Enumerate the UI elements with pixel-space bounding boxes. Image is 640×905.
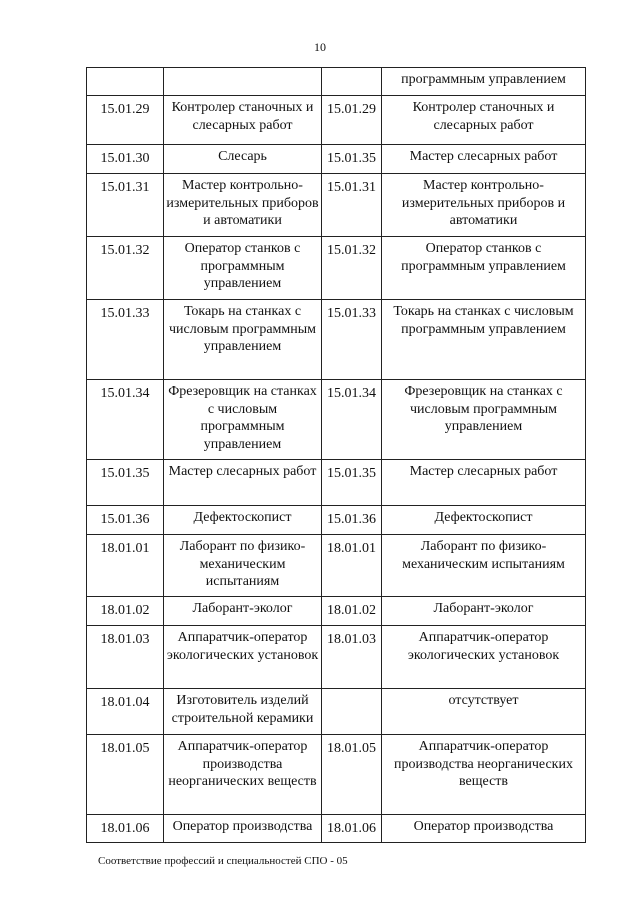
profession-code-new — [322, 689, 382, 735]
profession-name-old: Аппаратчик-оператор производства неорганических веществ — [164, 735, 322, 815]
profession-code-new: 15.01.33 — [322, 300, 382, 380]
profession-name-new: Аппаратчик-оператор производства неорганических веществ — [382, 735, 586, 815]
table-row — [87, 626, 586, 689]
profession-name-new: Лаборант по физико-механическим испытаниям — [382, 535, 586, 597]
profession-name-new: Мастер контрольно-измерительных приборов и автоматики — [382, 174, 586, 237]
profession-name-new: отсутствует — [382, 689, 586, 735]
table-row — [87, 535, 586, 597]
profession-code-new: 18.01.03 — [322, 626, 382, 689]
profession-name-old: Слесарь — [164, 145, 322, 174]
profession-code-new: 15.01.32 — [322, 237, 382, 300]
profession-code-old: 18.01.02 — [87, 597, 164, 626]
table-row — [87, 597, 586, 626]
profession-code-old: 18.01.05 — [87, 735, 164, 815]
profession-name-old — [164, 68, 322, 96]
profession-name-old: Аппаратчик-оператор экологических установок — [164, 626, 322, 689]
profession-name-new: Оператор производства — [382, 815, 586, 843]
profession-code-new: 15.01.29 — [322, 96, 382, 145]
profession-code-new: 15.01.35 — [322, 145, 382, 174]
profession-name-new: Мастер слесарных работ — [382, 145, 586, 174]
profession-name-old: Мастер слесарных работ — [164, 460, 322, 506]
profession-code-new: 15.01.36 — [322, 506, 382, 535]
table-row — [87, 145, 586, 174]
table-row — [87, 237, 586, 300]
profession-code-old: 15.01.31 — [87, 174, 164, 237]
profession-name-old: Изготовитель изделий строительной керамики — [164, 689, 322, 735]
profession-name-new: Контролер станочных и слесарных работ — [382, 96, 586, 145]
profession-name-old: Контролер станочных и слесарных работ — [164, 96, 322, 145]
profession-name-new: Мастер слесарных работ — [382, 460, 586, 506]
profession-name-old: Лаборант по физико-механическим испытаниям — [164, 535, 322, 597]
profession-code-new: 18.01.01 — [322, 535, 382, 597]
profession-code-new — [322, 68, 382, 96]
table-row — [87, 96, 586, 145]
profession-code-old: 18.01.03 — [87, 626, 164, 689]
table-row — [87, 68, 586, 96]
correspondence-table — [86, 67, 586, 843]
table-row — [87, 689, 586, 735]
table-row — [87, 380, 586, 460]
profession-name-new: Фрезеровщик на станках с числовым программным управлением — [382, 380, 586, 460]
profession-code-old: 15.01.34 — [87, 380, 164, 460]
profession-code-new: 15.01.31 — [322, 174, 382, 237]
profession-code-old: 15.01.33 — [87, 300, 164, 380]
profession-code-new: 18.01.06 — [322, 815, 382, 843]
profession-code-old: 15.01.35 — [87, 460, 164, 506]
table-row — [87, 300, 586, 380]
profession-name-new: Аппаратчик-оператор экологических установок — [382, 626, 586, 689]
profession-code-new: 15.01.35 — [322, 460, 382, 506]
profession-name-old: Оператор станков с программным управлением — [164, 237, 322, 300]
profession-name-new: Дефектоскопист — [382, 506, 586, 535]
profession-name-old: Токарь на станках с числовым программным управлением — [164, 300, 322, 380]
profession-code-new: 18.01.05 — [322, 735, 382, 815]
profession-name-new: программным управлением — [382, 68, 586, 96]
profession-code-old — [87, 68, 164, 96]
table-row — [87, 460, 586, 506]
page-number: 10 — [314, 40, 326, 54]
profession-name-old: Оператор производства — [164, 815, 322, 843]
profession-code-new: 18.01.02 — [322, 597, 382, 626]
table-row — [87, 815, 586, 843]
profession-code-old: 18.01.06 — [87, 815, 164, 843]
profession-name-new: Лаборант-эколог — [382, 597, 586, 626]
profession-name-new: Токарь на станках с числовым программным управлением — [382, 300, 586, 380]
profession-name-old: Мастер контрольно-измерительных приборов и автоматики — [164, 174, 322, 237]
profession-code-old: 18.01.01 — [87, 535, 164, 597]
profession-name-old: Лаборант-эколог — [164, 597, 322, 626]
profession-name-new: Оператор станков с программным управлением — [382, 237, 586, 300]
table-row — [87, 735, 586, 815]
profession-name-old: Фрезеровщик на станках с числовым программным управлением — [164, 380, 322, 460]
table-row — [87, 506, 586, 535]
profession-code-old: 15.01.36 — [87, 506, 164, 535]
profession-code-new: 15.01.34 — [322, 380, 382, 460]
profession-name-old: Дефектоскопист — [164, 506, 322, 535]
table-body — [87, 68, 586, 843]
profession-code-old: 15.01.30 — [87, 145, 164, 174]
profession-code-old: 15.01.29 — [87, 96, 164, 145]
footer-text: Соответствие профессий и специальностей СПО - 05 — [98, 855, 348, 867]
profession-code-old: 15.01.32 — [87, 237, 164, 300]
table-row — [87, 174, 586, 237]
profession-code-old: 18.01.04 — [87, 689, 164, 735]
